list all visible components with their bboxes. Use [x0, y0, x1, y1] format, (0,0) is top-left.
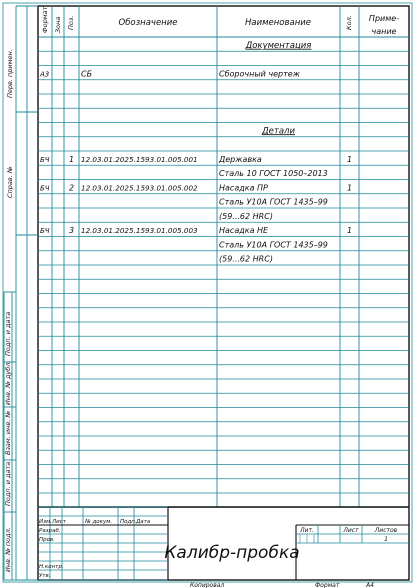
cell-pos: 3 [68, 226, 75, 235]
cell-name: (59...62 HRC) [219, 211, 273, 221]
section-heading: Детали [262, 126, 295, 137]
tb-razrab: Разраб. [39, 528, 61, 534]
tb-podp: Подп. [120, 519, 137, 525]
cell-format: БЧ [40, 184, 50, 193]
header-pos: Поз. [67, 15, 75, 30]
tb-lit: Лит. [300, 527, 314, 534]
side-label-inv-podl: Инв. № подл. [4, 527, 12, 572]
footer-format-value: A4 [366, 582, 374, 588]
cell-name: Державка [219, 154, 262, 164]
side-label-perv-primen: Перв. примен. [6, 49, 14, 98]
cell-qty: 1 [346, 226, 353, 235]
tb-data: Дата [136, 519, 151, 525]
side-label-podp-data: Подп. и дата [4, 461, 12, 506]
cell-qty: 1 [346, 183, 353, 193]
tb-ndokum: № докум. [85, 519, 113, 525]
cell-name: Насадка НЕ [219, 226, 269, 235]
tb-prov: Пров. [39, 537, 55, 543]
tb-list-col: Лист [52, 519, 66, 525]
header-designation: Обозначение [118, 18, 178, 28]
cell-name: Сталь У10А ГОСТ 1435–99 [219, 197, 328, 207]
footer-kopiroval: Копировал [190, 582, 225, 588]
tb-listov: Листов [374, 527, 398, 534]
section-heading: Документация [245, 40, 312, 51]
header-note: чание [371, 27, 397, 36]
cell-designation: СБ [81, 69, 93, 79]
cell-name: Сборочный чертеж [219, 69, 300, 79]
header-zone: Зона [54, 16, 62, 33]
tb-izm: Изм. [39, 519, 52, 525]
side-label-sprav: Справ. № [6, 166, 14, 198]
cell-format: А3 [40, 70, 50, 79]
cell-pos: 1 [68, 154, 75, 164]
tb-utv: Утв. [39, 573, 51, 579]
cell-format: БЧ [40, 227, 50, 235]
cell-qty: 1 [346, 154, 353, 164]
cell-name: Сталь 10 ГОСТ 1050–2013 [219, 169, 328, 178]
cell-name: Сталь У10А ГОСТ 1435–99 [219, 240, 328, 250]
cell-name: (59...62 HRC) [219, 254, 273, 264]
header-qty: Кол. [345, 15, 353, 30]
main-frame [38, 6, 409, 580]
footer-format: Формат [315, 582, 340, 588]
tb-list: Лист [343, 527, 359, 534]
side-label-vzam-inv: Взам. инв. № [4, 410, 12, 455]
cell-pos: 2 [68, 183, 75, 193]
header-note: Приме- [368, 14, 400, 23]
document-title: Калибр-пробка [164, 543, 300, 563]
tb-listov-value: 1 [384, 536, 388, 543]
cell-name: Насадка ПР [219, 183, 268, 193]
cell-designation: 12.03.01.2025.1593.01.005.001 [81, 154, 198, 164]
side-label-podp-data: Подп. и дата [4, 311, 12, 356]
header-format: Формат [41, 6, 49, 33]
tb-nkontr: Н.контр. [39, 564, 64, 570]
cell-designation: 12.03.01.2025.1593.01.005.002 [81, 183, 198, 193]
cell-designation: 12.03.01.2025.1593.01.005.003 [81, 226, 198, 235]
side-label-inv-dubl: Инв. № дубл. [4, 360, 12, 405]
cell-format: БЧ [40, 155, 50, 164]
header-name: Наименование [244, 18, 312, 28]
